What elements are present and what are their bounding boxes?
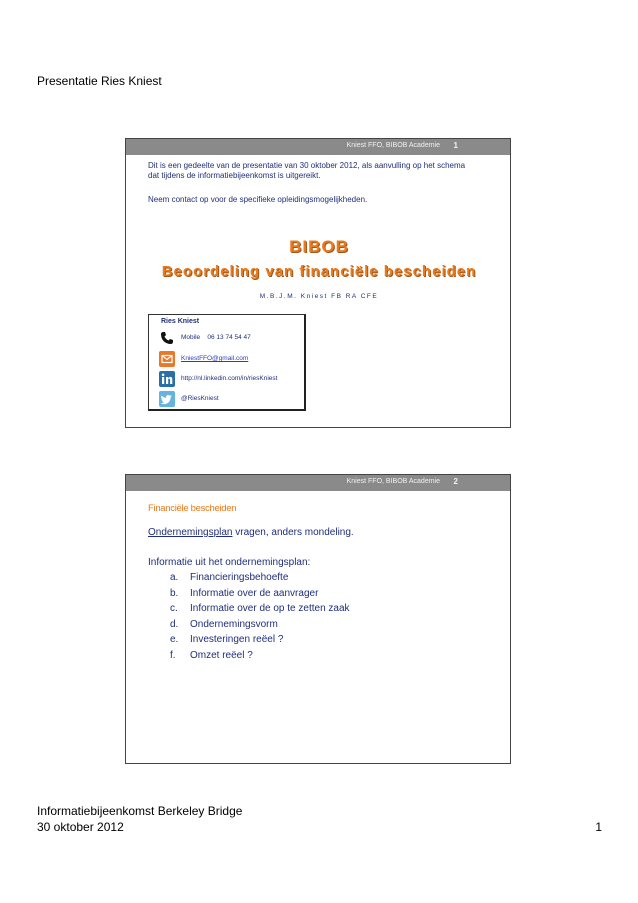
list-item-text: Informatie over de aanvrager <box>190 587 319 599</box>
slide-1-subtitle: Beoordeling van financiële bescheiden <box>161 263 477 280</box>
contact-card <box>148 314 306 411</box>
list-item <box>170 650 350 666</box>
list-item-letter: c. <box>170 603 178 614</box>
slide-2-org: Kniest FFO, BIBOB Academie <box>346 478 440 485</box>
phone-number: 06 13 74 54 47 <box>207 334 251 341</box>
slide-2 <box>125 474 511 764</box>
list-item-text: Investeringen reëel ? <box>190 634 284 645</box>
footer-event: Informatiebijeenkomst Berkeley Bridge <box>37 804 243 818</box>
page-header: Presentatie Ries Kniest <box>37 74 162 88</box>
list-item <box>170 634 350 650</box>
slide-2-bar <box>126 475 510 491</box>
page-number: 1 <box>595 820 602 834</box>
list-item-text: Financieringsbehoefte <box>190 572 289 583</box>
slide-1-bar <box>126 139 510 155</box>
slide-2-line-1-rest: vragen, anders mondeling. <box>232 527 354 538</box>
phone-icon <box>159 330 175 346</box>
slide-1-number: 1 <box>453 141 458 150</box>
phone-label: Mobile <box>181 334 201 341</box>
contact-phone-text <box>181 334 251 341</box>
slide-2-list <box>170 572 350 665</box>
list-item-letter: f. <box>170 649 176 661</box>
list-item-letter: a. <box>170 572 179 583</box>
list-item-letter: e. <box>170 634 179 645</box>
slide-1-contact-note: Neem contact op voor de specifieke opleidingsmogelijkheden. <box>148 195 368 204</box>
twitter-icon <box>159 391 175 407</box>
list-item-text: Informatie over de op te zetten zaak <box>190 603 350 614</box>
slide-2-line-2: Informatie uit het ondernemingsplan: <box>148 557 311 568</box>
contact-name: Ries Kniest <box>161 318 200 325</box>
list-item-letter: b. <box>170 587 179 599</box>
contact-phone-row <box>159 330 304 346</box>
contact-linkedin-url[interactable]: http://nl.linkedin.com/in/riesKniest <box>181 375 278 382</box>
slide-1-author: M.B.J.M. Kniest FB RA CFE <box>259 293 379 300</box>
list-item-letter: d. <box>170 618 179 630</box>
slide-2-number: 2 <box>453 477 458 486</box>
mail-icon <box>159 351 175 367</box>
footer-date: 30 oktober 2012 <box>37 820 124 834</box>
linkedin-icon <box>159 371 175 387</box>
slide-2-line-1 <box>148 527 354 538</box>
contact-twitter-row <box>159 391 304 407</box>
list-item <box>170 603 350 619</box>
list-item <box>170 588 350 604</box>
contact-twitter-handle[interactable]: @RiesKniest <box>181 395 219 402</box>
slide-1-title: BIBOB <box>289 237 349 256</box>
slide-2-heading: Financiële bescheiden <box>148 503 237 514</box>
contact-email-link[interactable]: KniestFFO@gmail.com <box>181 355 249 362</box>
list-item <box>170 619 350 635</box>
contact-linkedin-row <box>159 371 304 387</box>
list-item-text: Ondernemingsvorm <box>190 618 278 630</box>
slide-1-intro: Dit is een gedeelte van de presentatie van 30 oktober 2012, als aanvulling op het schema dat tijdens de informatiebijeenkomst is uitgereikt. <box>148 161 466 180</box>
slide-1-org: Kniest FFO, BIBOB Academie <box>346 142 440 149</box>
list-item <box>170 572 350 588</box>
ondernemingsplan-term: Ondernemingsplan <box>148 527 233 538</box>
contact-email-row <box>159 351 304 367</box>
list-item-text: Omzet reëel ? <box>190 649 253 661</box>
slide-1 <box>125 138 511 428</box>
